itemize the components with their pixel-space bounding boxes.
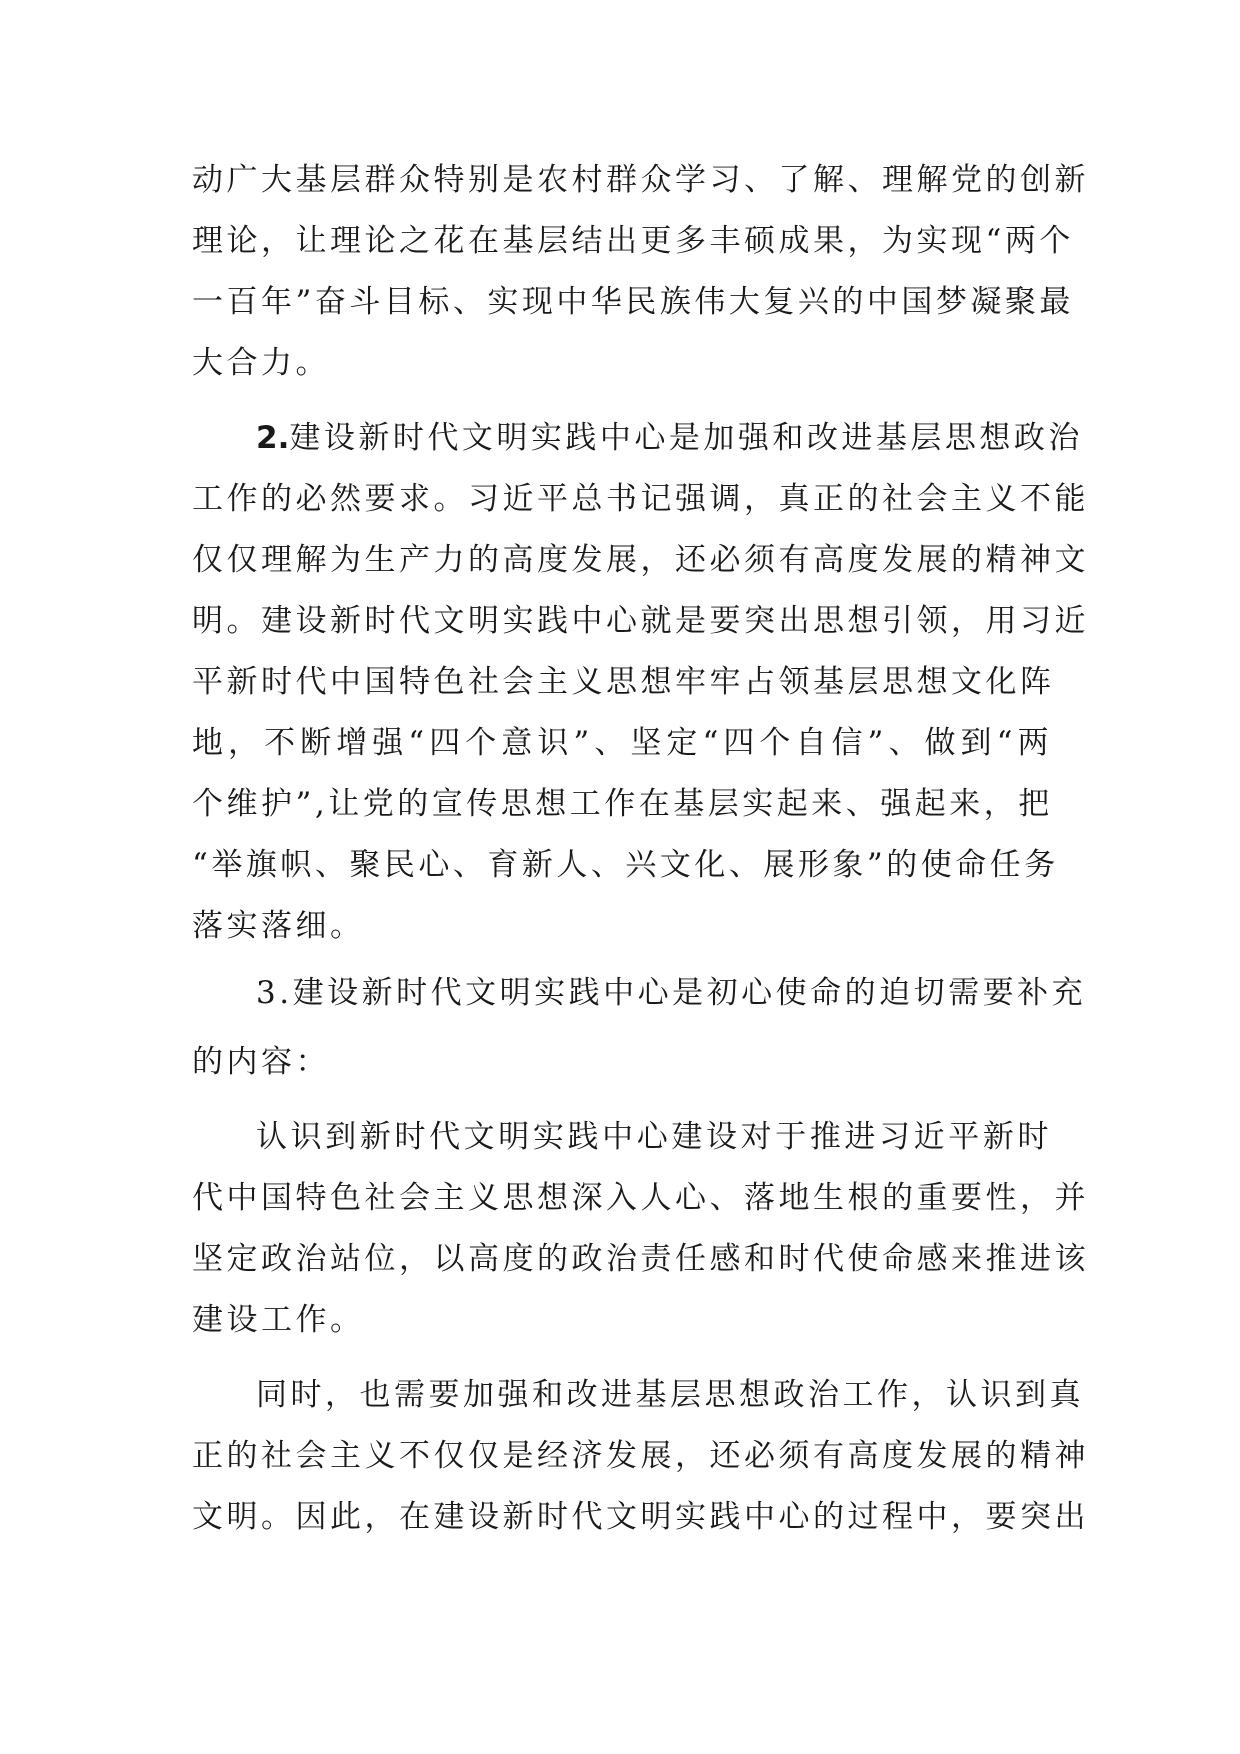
text-line: 大合力。 [192, 345, 330, 381]
text-span: 建设新时代文明实践中心是加强和改进基层思想政治 [289, 420, 1083, 456]
text-line: 的内容： [192, 1044, 330, 1080]
text-line: 文明。因此，在建设新时代文明实践中心的过程中，要突出 [192, 1499, 1089, 1535]
paragraph-1 [192, 150, 1089, 394]
text-line: 动广大基层群众特别是农村群众学习、了解、理解党的创新 [192, 162, 1089, 198]
paragraph-5 [192, 1365, 1089, 1548]
text-line: 同时，也需要加强和改进基层思想政治工作，认识到真 [256, 1377, 1084, 1413]
text-line: 3.建设新时代文明实践中心是初心使命的迫切需要补充 [256, 975, 1087, 1011]
text-line: 明。建设新时代文明实践中心就是要突出思想引领，用习近 [192, 603, 1089, 639]
text-line: 仅仅理解为生产力的高度发展，还必须有高度发展的精神文 [192, 542, 1089, 578]
text-line: 代中国特色社会主义思想深入人心、落地生根的重要性，并 [192, 1180, 1089, 1216]
text-line: 地，不断增强“四个意识”、坚定“四个自信”、做到“两 [192, 725, 1052, 761]
text-line: 认识到新时代文明实践中心建设对于推进习近平新时 [256, 1119, 1052, 1155]
paragraph-3 [192, 963, 1087, 1093]
paragraph-2 [192, 408, 1089, 957]
text-line: 建设工作。 [192, 1302, 365, 1338]
text-line: 坚定政治站位，以高度的政治责任感和时代使命感来推进该 [192, 1241, 1089, 1277]
paragraph-4 [192, 1107, 1089, 1351]
item-number: 2. [256, 420, 290, 456]
document-body [192, 150, 1089, 1548]
text-line: “举旗帜、聚民心、育新人、兴文化、展形象”的使命任务 [192, 847, 1059, 883]
text-line: 平新时代中国特色社会主义思想牢牢占领基层思想文化阵 [192, 664, 1055, 700]
text-line: 落实落细。 [192, 908, 365, 944]
text-line: 工作的必然要求。习近平总书记强调，真正的社会主义不能 [192, 481, 1089, 517]
paragraph-gap [192, 1351, 1052, 1365]
paragraph-gap [192, 1093, 1052, 1107]
paragraph-gap [192, 394, 1052, 408]
text-line [192, 408, 1083, 469]
text-line: 一百年”奋斗目标、实现中华民族伟大复兴的中国梦凝聚最 [192, 284, 1074, 320]
text-line: 个维护”,让党的宣传思想工作在基层实起来、强起来，把 [192, 786, 1053, 822]
text-line: 正的社会主义不仅仅是经济发展，还必须有高度发展的精神 [192, 1438, 1089, 1474]
text-line: 理论，让理论之花在基层结出更多丰硕成果，为实现“两个 [192, 223, 1074, 259]
